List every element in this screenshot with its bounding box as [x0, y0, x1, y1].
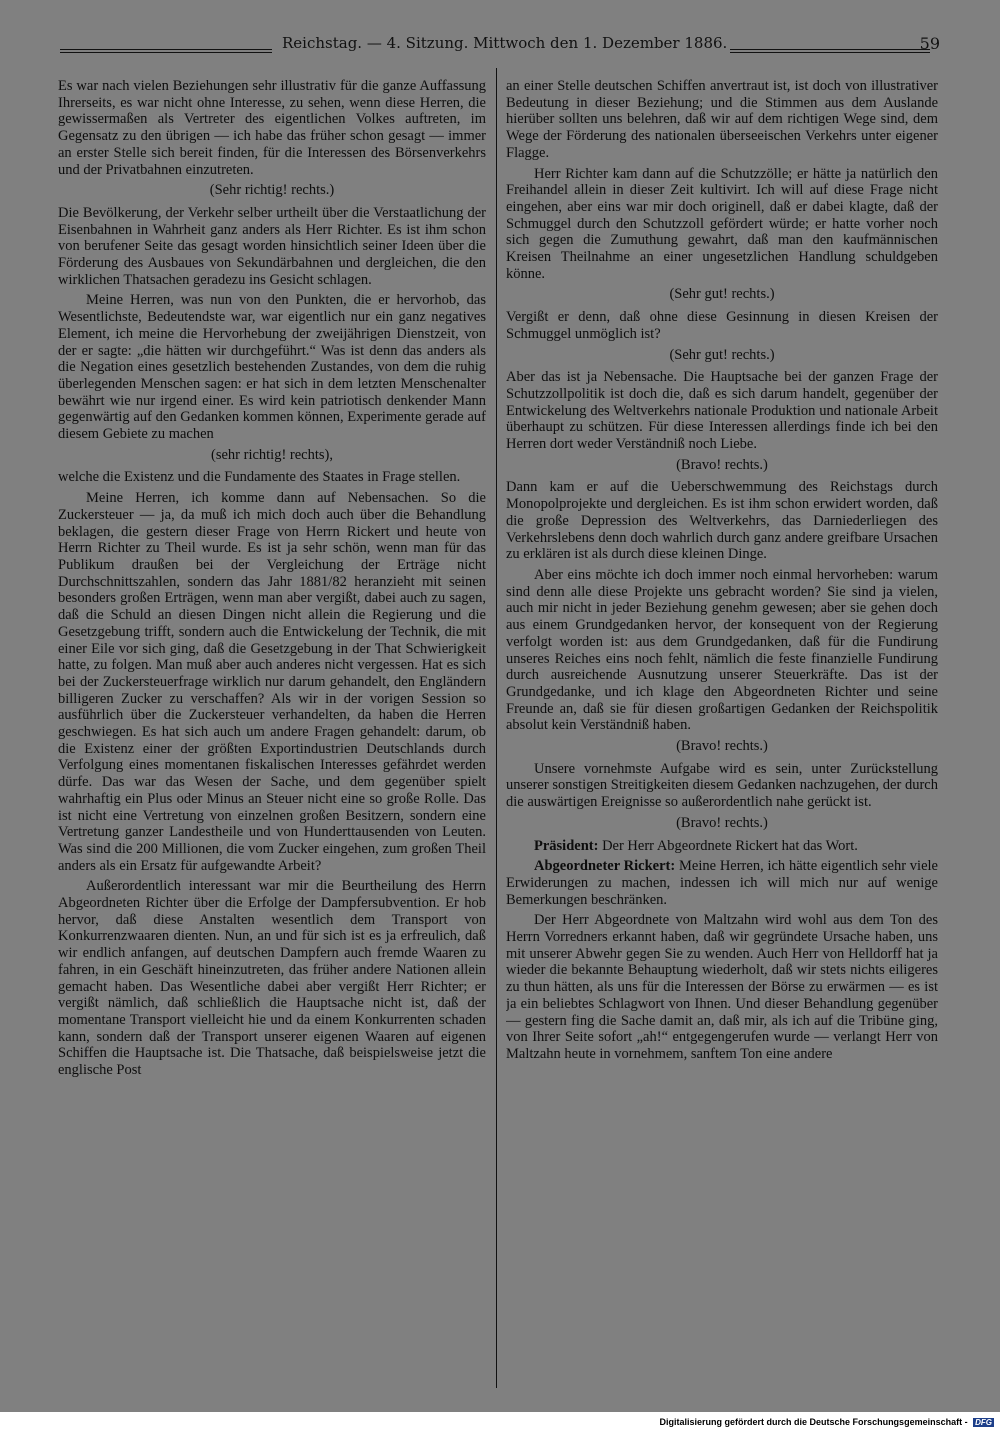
- paragraph: Herr Richter kam dann auf die Schutzzölle; er hätte ja natürlich den Freihandel allein in dieser Zeit kultivirt. Ich will auf diese Frage nicht eingehen, aber eins war mir doch originell, daß er dabei klagte, daß der Schmuggel durch den Schutzzoll gefördert würde; er hatte vorher noch sich gegen die Zumuthung gewahrt, daß man den kaufmännischen Kreisen Theilnahme an einer ungesetzlichen Handlung schuldgeben könne.: [506, 165, 938, 282]
- paragraph: Vergißt er denn, daß ohne diese Gesinnung in diesen Kreisen der Schmuggel unmöglich ist?: [506, 309, 938, 342]
- interjection: (Sehr richtig! rechts.): [209, 182, 335, 199]
- paragraph: Die Bevölkerung, der Verkehr selber urtheilt über die Verstaatlichung der Eisenbahnen in Wahrheit ganz anders als Herr Richter. Es ist ihm schon von berufener Seite das gesagt worden hinsichtlich seiner Ideen über die Förderung des Ausbaues von Sekundärbahnen und dergleichen, die den wirklichen Thatsachen geradezu ins Gesicht schlagen.: [58, 204, 486, 288]
- paragraph: Unsere vornehmste Aufgabe wird es sein, unter Zurückstellung unserer sonstigen Streitigkeiten diesem Gedanken nachzugehen, der durch die auswärtigen Ereignisse so außerordentlich nahe gerückt ist.: [506, 760, 938, 811]
- paragraph: Meine Herren, ich komme dann auf Nebensachen. So die Zuckersteuer — ja, da muß ich mich doch auch über die Behandlung beklagen, die gestern dieser Frage von Herrn Rickert und heute von Herrn Richter zu Theil wurde. Es ist ja sehr schön, wenn man für das Publikum draußen bei der Vergleichung der Erträge nicht Durchschnittszahlen, sondern das Jahr 1881/82 heranzieht mit seinen besonders großen Erträgen, wenn man aber vergißt, dabei auch zu sagen, daß die Schuld an diesen Dingen nicht allein die Regierung und die Gesetzgebung trifft, sondern auch die Entwickelung der Technik, die mit einer Eile vor sich ging, daß die Gesetzgebung in der That Schwierigkeit hatte, zu folgen. Man muß aber auch anderes nicht vergessen. Hat es sich bei der Zuckersteuerfrage wirklich nur darum gehandelt, den Engländern billigeren Zucker zu verschaffen? Als wir in der vorigen Session so ausführlich über die Zuckersteuer verhandelten, da haben die Herren geschwiegen. Es hat sich auch um andere Fragen gehandelt: darum, ob die Existenz einer der größten Exportindustrien Deutschlands durch Verfolgung eines momentanen fiskalischen Interesses gefährdet werden dürfe. Das war das Wesen der Sache, und dem gegenüber spielt wahrhaftig ein Plus oder Minus an Steuer nicht eine so große Rolle. Das ist nicht eine Vertretung von einzelnen großen Besitzern, sondern eine Vertretung ganzer Landestheile und von Hunderttausenden von Leuten. Was sind die 200 Millionen, die vom Zucker eingehen, zum großen Theil anders als ein Ersatz für aufgewandte Arbeit?: [58, 490, 486, 874]
- speech-text: Der Herr Abgeordnete Rickert hat das Wort.: [602, 837, 858, 854]
- right-column: [506, 78, 938, 1383]
- column-divider: [496, 68, 497, 1388]
- interjection: (Sehr gut! rechts.): [669, 286, 775, 303]
- header-rule-right-double: [730, 52, 930, 53]
- paragraph: an einer Stelle deutschen Schiffen anvertraut ist, ist doch von illustrativer Bedeutung in dieser Beziehung; und die Stimmen aus dem Auslande hierüber sollten uns belehren, daß wir auf dem richtigen Wege sind, dem Wege der Förderung des nationalen überseeischen Verkehrs unter eigener Flagge.: [506, 78, 938, 161]
- digitization-credit: [660, 1417, 994, 1427]
- paragraph: Dann kam er auf die Ueberschwemmung des Reichstags durch Monopolprojekte und dergleichen. Es ist ihm schon erwidert worden, daß die große Depression des Weltverkehrs, das Darniederliegen des Verkehrslebens denn doch wahrlich durch ganz andere greifbare Ursachen zu erklären ist als durch diese kleinen Dinge.: [506, 479, 938, 563]
- header-rule-left: [60, 49, 272, 50]
- page-number: 59: [919, 34, 940, 53]
- interjection: (Sehr gut! rechts.): [669, 346, 775, 363]
- speaker-paragraph: [506, 838, 938, 855]
- speaker-name: Abgeordneter Rickert:: [534, 858, 676, 875]
- paragraph: Außerordentlich interessant war mir die Beurtheilung des Herrn Abgeordneten Richter über die Erfolge der Dampfersubvention. Er hob hervor, daß diese Anstalten wesentlich dem Transport von Konkurrenzwaaren dienten. Nun, an und für sich ist es ja erfreulich, daß wir endlich anfangen, auf deutschen Dampfern auch fremde Waaren zu fahren, in ein Geschäft hineinzutreten, das früher andere Nationen allein gemacht haben. Das Wesentliche dabei aber vergißt Herr Richter; er vergißt nämlich, daß schließlich die Hauptsache nicht ist, daß der momentane Transport vielleicht hie und da einem Konkurrenten schaden kann, sondern daß der Transport unserer eigenen Waaren auf eigenen Schiffen die Hauptsache ist. Die Thatsache, daß beispielsweise jetzt die englische Post: [58, 878, 486, 1079]
- interjection: (Bravo! rechts.): [676, 456, 768, 473]
- paragraph: Meine Herren, was nun von den Punkten, die er hervorhob, das Wesentlichste, Bedeutendste war, war eigentlich nur ein ganz negatives Element, ich meine die Hervorhebung der zweijährigen Dienstzeit, von der er sagte: „die hätten wir durchgeführt.“ Was ist denn das anders als die Negation eines gesetzlich bestehenden Zustandes, von dem die ruhig überlegenden Menschen sagen: er hat sich in dem letzten Menschenalter bewährt wie nur irgend einer. Es wird kein patriotisch denkender Mann gegenwärtig auf den Gedanken kommen können, Experimente gerade auf diesem Gebiete zu machen: [58, 292, 486, 443]
- left-column: [58, 78, 486, 1383]
- page-header: [60, 30, 940, 64]
- interjection: (Bravo! rechts.): [676, 814, 768, 831]
- speaker-name: Präsident:: [534, 837, 599, 854]
- credit-text: Digitalisierung gefördert durch die Deutsche Forschungsgemeinschaft -: [659, 1417, 968, 1427]
- header-rule-right: [730, 49, 930, 50]
- interjection: (sehr richtig! rechts),: [211, 446, 333, 463]
- paragraph: welche die Existenz und die Fundamente des Staates in Frage stellen.: [58, 469, 461, 486]
- dfg-logo: DFG: [975, 1418, 992, 1427]
- header-rule-left-double: [60, 52, 272, 53]
- paragraph: Der Herr Abgeordnete von Maltzahn wird wohl aus dem Ton des Herrn Vorredners erkannt haben, daß wir gegründete Ursache haben, uns mit unserer Abwehr gegen Sie zu wenden. Auch Herr von Helldorff hat ja wieder die bekannte Behauptung wiederholt, daß wir stets nichts eiligeres zu thun hätten, als uns für die Interessen der Börse zu erwärmen — es ist ja ein beliebtes Schlagwort von Ihnen. Und dieser Behandlung gegenüber — gestern fing die Sache damit an, daß mir, als ich auf die Tribüne ging, von Ihrer Seite sofort „ah!“ entgegengerufen wurde — verlangt Herr von Maltzahn heute in vornehmem, sanftem Ton eine andere: [506, 912, 938, 1062]
- running-head: Reichstag. — 4. Sitzung. Mittwoch den 1. Dezember 1886.: [282, 34, 728, 52]
- speaker-paragraph: [506, 858, 938, 908]
- speech-text: Meine Herren, ich hätte eigentlich sehr viele Erwiderungen zu machen, indessen ich will mich nur auf wenige Bemerkungen beschränken.: [506, 858, 938, 908]
- interjection: (Bravo! rechts.): [676, 738, 768, 755]
- paragraph: Aber eins möchte ich doch immer noch einmal hervorheben: warum sind denn alle diese Projekte uns gebracht worden? Sie sind ja vielen, auch mir nicht in jeder Beziehung genehm gewesen; aber sie gehen doch aus einem Grundgedanken hervor, der konsequent von der Regierung verfolgt worden ist: aus dem Grundgedanken, daß für die Fundirung unseres Reiches eins noch fehlt, nämlich die feste finanzielle Fundirung durch ausreichende Ausnutzung unserer Steuerkräfte. Das ist der Grundgedanke, und ich klage den Abgeordneten Richter und seine Freunde an, daß sie für diesen großartigen Gedanken der Reichspolitik absolut kein Verständniß haben.: [506, 566, 938, 734]
- paragraph: Aber das ist ja Nebensache. Die Hauptsache bei der ganzen Frage der Schutzzollpolitik ist doch die, daß es sich darum handelt, gegenüber der Entwickelung des Weltverkehrs nationale Produktion und nationale Arbeit überhaupt zu schützen. Für diese Interessen allerdings finde ich bei den Herren dort weder Verständniß noch Liebe.: [506, 369, 938, 453]
- paragraph: Es war nach vielen Beziehungen sehr illustrativ für die ganze Auffassung Ihrerseits, es war nicht ohne Interesse, zu sehen, wenn diese Herren, die gewissermaßen als Vertreter des eigentlichen Volkes auftreten, im Gegensatz zu den übrigen — ich habe das früher schon gesagt — immer an erster Stelle sich bereit finden, für die Interessen des Börsenverkehrs und der Privatbahnen einzutreten.: [58, 78, 486, 178]
